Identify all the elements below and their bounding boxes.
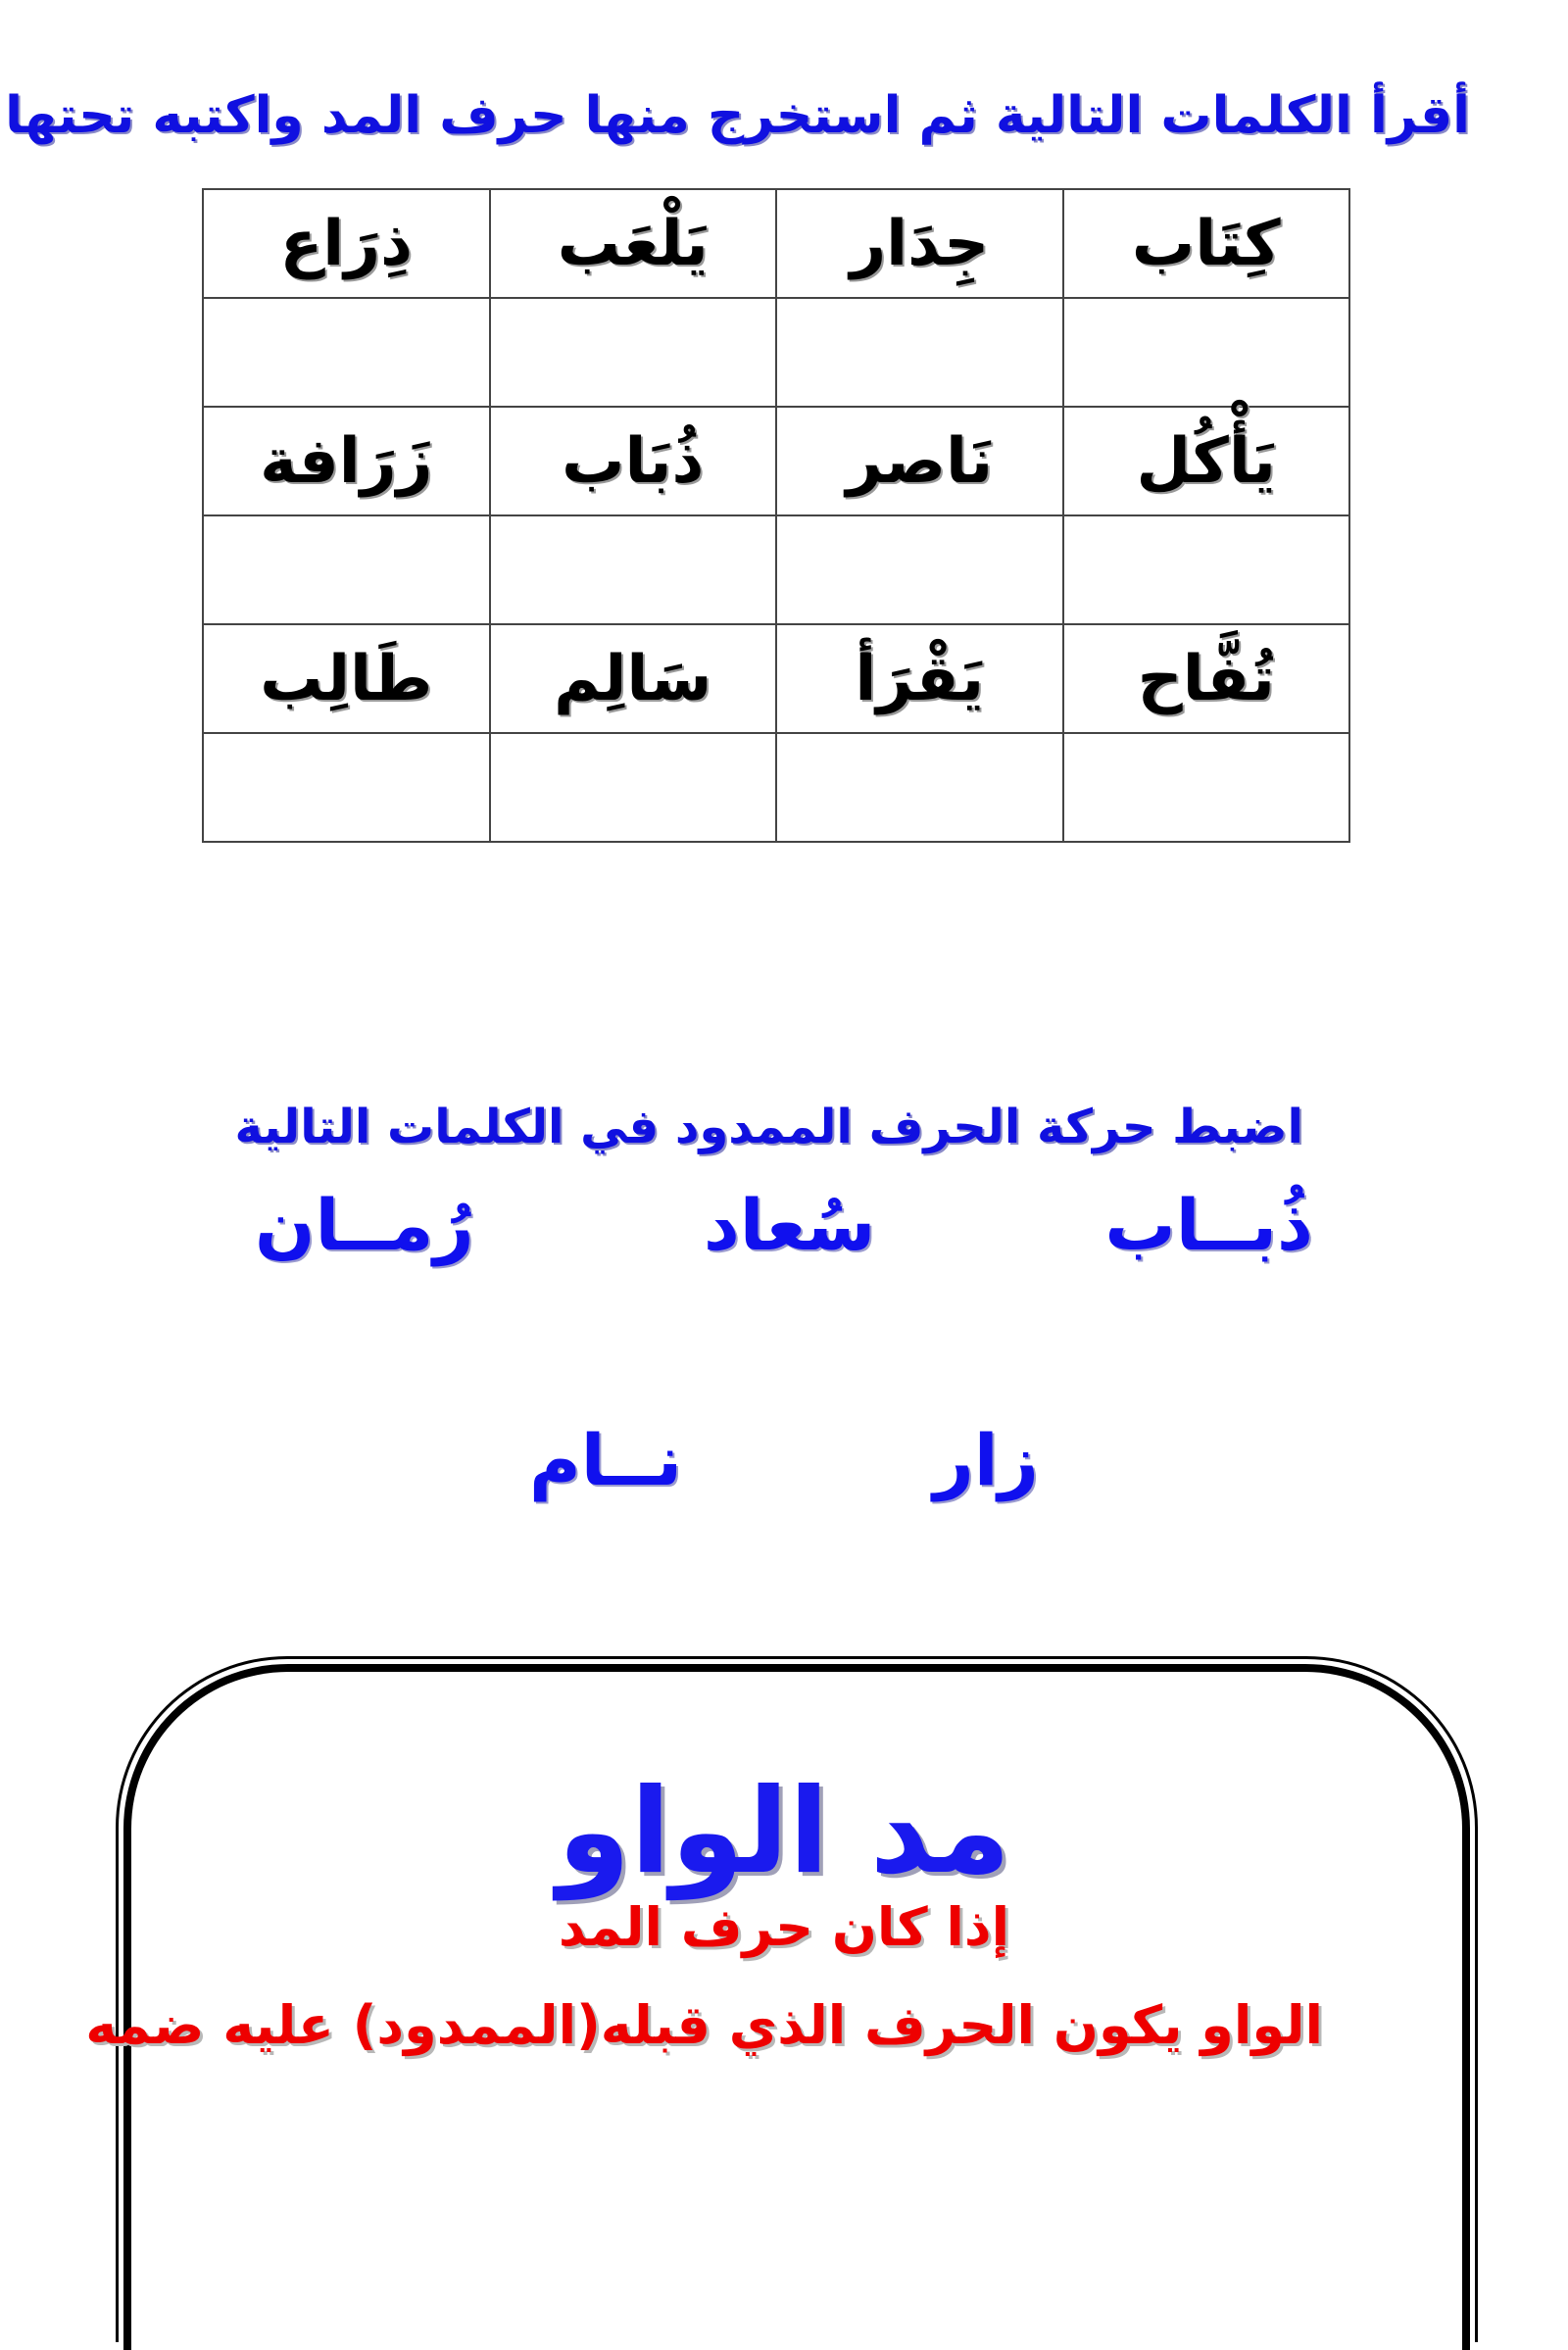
diacritics-word: رُمــان [255, 1184, 474, 1266]
answer-cell[interactable] [203, 298, 490, 407]
diacritics-word: زار [933, 1419, 1039, 1501]
word-cell: كِتَاب [1063, 189, 1350, 298]
word-cell: يَقْرَأ [776, 624, 1063, 733]
word-cell: جِدَار [776, 189, 1063, 298]
answer-cell[interactable] [776, 298, 1063, 407]
word-cell: يَأْكُل [1063, 407, 1350, 515]
answer-cell[interactable] [1063, 298, 1350, 407]
word-cell: يَلْعَب [490, 189, 777, 298]
rule-text-line-1: إذا كان حرف المد [558, 1896, 1010, 1958]
diacritics-word: سُعاد [703, 1184, 876, 1266]
table-row-answers [203, 515, 1349, 624]
answer-cell[interactable] [203, 733, 490, 842]
answer-cell[interactable] [1063, 515, 1350, 624]
answer-cell[interactable] [490, 298, 777, 407]
diacritics-word: نــام [529, 1419, 683, 1501]
table-row-words [203, 624, 1349, 733]
table-row-answers [203, 733, 1349, 842]
word-cell: ذُبَاب [490, 407, 777, 515]
words-table [202, 188, 1350, 843]
word-cell: طَالِب [203, 624, 490, 733]
word-cell: سَالِم [490, 624, 777, 733]
diacritics-words-row-2 [529, 1411, 1039, 1509]
answer-cell[interactable] [490, 515, 777, 624]
answer-cell[interactable] [203, 515, 490, 624]
table-row-words [203, 407, 1349, 515]
answer-cell[interactable] [776, 515, 1063, 624]
word-cell: تُفَّاح [1063, 624, 1350, 733]
rule-text-line-2: الواو يكون الحرف الذي قبله(الممدود) عليه ضمه [85, 1994, 1323, 2056]
word-cell: ذِرَاع [203, 189, 490, 298]
word-cell: نَاصر [776, 407, 1063, 515]
rule-heading: مد الواو [557, 1764, 1011, 1900]
section2-instruction: اضبط حركة الحرف الممدود في الكلمات التالية [234, 1100, 1303, 1154]
answer-cell[interactable] [490, 733, 777, 842]
section1-instruction: أقرأ الكلمات التالية ثم استخرج منها حرف المد واكتبه تحتها [5, 86, 1470, 145]
answer-cell[interactable] [776, 733, 1063, 842]
table-row-words [203, 189, 1349, 298]
word-cell: زَرَافة [203, 407, 490, 515]
diacritics-words-row-1 [255, 1176, 1313, 1274]
table-row-answers [203, 298, 1349, 407]
answer-cell[interactable] [1063, 733, 1350, 842]
diacritics-word: ذُبــاب [1104, 1184, 1313, 1266]
